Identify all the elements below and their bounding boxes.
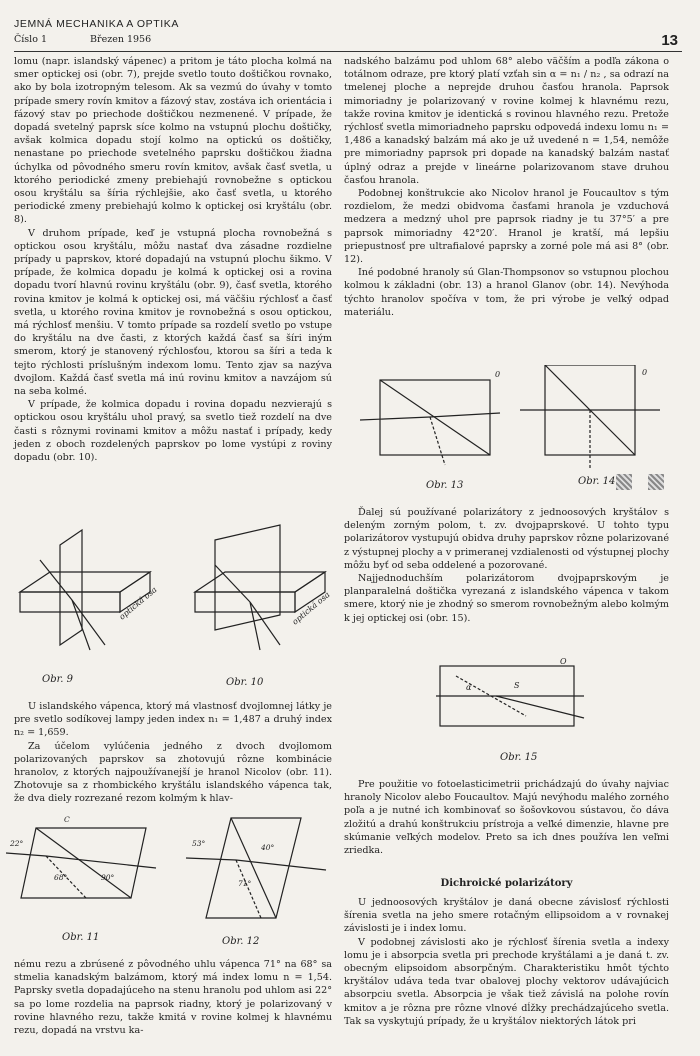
figure-15-drawing <box>436 656 586 732</box>
section-heading: Dichroické polarizátory <box>440 878 573 889</box>
fig12-ray-in <box>186 858 236 860</box>
paragraph: Ďalej sú používané polarizátory z jednoosových kryštálov s deleným zorným polom, t. zv. dvojpaprskové. U tohto typu polarizátorov vystupujú obidva druhy paprskov rôzne polarizované z výstupnej plochy a v primeranej vzdialenosti od výstupnej plochy môžu byť od seba oddelené a pozorované. <box>344 507 669 571</box>
paragraph: lomu (napr. islandský vápenec) a pritom je táto plocha kolmá na smer optickej osi (obr. 7), prejde svetlo touto doštičkou rovnako, ako by bola izotropným telesom. Ak sa vezmú do úvahy v tomto prípade smery rovín kmitov a fázový stav, zostáva ich orientácia i fázový stav po priechode doštičkou nezmenené. V prípade, že dopadá svetelný paprsk síce kolmo na vstupnú plochu doštičky, avšak kolmica dopadu stojí kolmo na optickú os doštičky, nenastane po priechode svetelného paprsku doštičkou žiadna úchylka od pôvodného smeru rovín kmitov, avšak časť svetla, u ktorého periodické zmeny prebiehajú rovnobežne s optickou osou kryštálu sa šíria rýchlejšie, ako časť svetla, u ktorého periodické zmeny prebiehajú kolmo k optickej osi kryštálu (obr. 8). <box>14 56 332 226</box>
fig9-caption: Obr. 9 <box>42 674 74 685</box>
fig11-angle-3: 90° <box>101 873 115 882</box>
paragraph: Podobnej konštrukcie ako Nicolov hranol je Foucaultov s tým rozdielom, že medzi obidvoma časťami hranola je vzduchová medzera a medzný uhol pre paprsok riadny je tu 37°5′ a pre paprsok mimoriadny 42°20′. Hranol je kratší, má lepšiu priepustnosť pre ultrafialové paprsky a zorné pole má asi 8° (obr. 12). <box>344 188 669 266</box>
header-rule <box>14 51 682 52</box>
right-column-bottom-1 <box>344 778 669 857</box>
right-column-bottom-2 <box>344 896 669 1028</box>
fig13-ray-in <box>360 417 430 420</box>
figure-11-12 <box>6 808 332 928</box>
figure-13-14 <box>360 365 670 475</box>
fig9-ray-out1 <box>72 600 90 650</box>
fig11-label-c: C <box>64 815 70 824</box>
fig11-angle-1: 22° <box>10 839 24 848</box>
paragraph: V druhom prípade, keď je vstupná plocha rovnobežná s optickou osou kryštálu, môžu nastať dva zásadne rozdielne prípady u paprskov, ktoré dopadajú na vstupnú plochu šikmo. V prípade, že kolmica dopadu je kolmá k optickej osi a rovina dopadu tvorí hlavnú rovinu kryštálu (obr. 9), časť svetla, ktorého rovina kmitov je kolmá k optickej osi, má väčšiu rýchlosť a časť svetla, u ktorého rovina kmitov je rovnobežná s osou optickou, má rýchlosť menšiu. V tomto prípade sa rozdelí svetlo po vstupe do kryštálu na dve časti, z ktorých každá časť sa šíri iným smerom, ktorý je stanovený rýchlosťou, ktorou sa šíri a teda k tejto rýchlosti príslušným indexom lomu. Tento zjav sa nazýva dvojlom. Každá časť svetla má inú rovinu kmitov a navzájom sú na seba kolmé. <box>14 227 332 398</box>
fig12-angle-2: 71° <box>238 879 252 888</box>
paragraph: Najjednoduchším polarizátorom dvojpaprskovým je planparalelná doštička vyrezaná z islandského vápenca v takom smere, ktorý nie je zhodný so smerom rovnobežným alebo kolmým k jej optickej osi (obr. 15). <box>344 573 669 624</box>
fig15-label-s: S <box>514 681 520 690</box>
left-column-top <box>14 55 332 464</box>
fig9-axis-label: optická osa <box>117 585 159 622</box>
fig10-plane <box>215 525 280 630</box>
fig14-label-o: 0 <box>642 368 648 377</box>
fig12-ray-e <box>236 860 326 870</box>
figure-15 <box>436 656 586 732</box>
figure-9-10-drawing <box>10 520 330 660</box>
fig13-caption: Obr. 13 <box>426 480 464 491</box>
paragraph: U jednoosových kryštálov je daná obecne závislosť rýchlosti šírenia svetla na jeho smere rotačným ellipsoidom a v rovnakej závislosti je i index lomu. <box>344 897 669 935</box>
fig10-caption: Obr. 10 <box>226 677 264 688</box>
fig12-caption: Obr. 12 <box>222 936 260 947</box>
fig14-caption: Obr. 14 <box>578 476 616 487</box>
fig12-angle-3: 40° <box>261 843 275 852</box>
fig15-label-o: O <box>560 657 567 666</box>
fig12-ray-o <box>236 860 261 918</box>
page-number: 13 <box>661 32 678 49</box>
paragraph: nadského balzámu pod uhlom 68° alebo väčším a podľa zákona o totálnom odraze, pre ktorý platí vzťah sin α = n₁ / n₂ , sa odrazí na tmelenej ploche a neprejde druhou časťou hranola. Paprsok mimoriadny je polarizovaný v rovine kolmej k hlavnému rezu, takže rovina kmitov je identická s rovinou hlavného rezu. Pretože rýchlosť svetla mimoriadneho paprsku odpovedá indexu lomu n₁ = 1,486 a kanadský balzám má ako je už uvedené n = 1,54, nemôže pre mimoriadny paprsok pri dopade na kanadský balzám nastať úplný odraz a prejde v lineárne polarizovanom stave druhou časťou hranola. <box>344 56 669 186</box>
fig10-ray-in <box>215 565 250 602</box>
left-column-bottom <box>14 958 332 1037</box>
paragraph: Iné podobné hranoly sú Glan-Thompsonov so vstupnou plochou kolmou k základni (obr. 13) a hranol Glanov (obr. 14). Nevýhoda týchto hranolov spočíva v tom, že pri výrobe je veľký odpad materiálu. <box>344 267 669 318</box>
fig10-axis-label: optická osa <box>290 590 330 627</box>
figure-13-14-drawing <box>360 365 670 475</box>
issue-number: Číslo 1 <box>14 34 48 45</box>
paragraph: U islandského vápenca, ktorý má vlastnosť dvojlomnej látky je pre svetlo sodíkovej lampy jeden index n₁ = 1,487 a druhý index n₂ = 1,659. <box>14 701 332 739</box>
fig11-diagonal <box>36 828 131 898</box>
fig9-box-front <box>20 592 120 612</box>
journal-title: JEMNÁ MECHANIKA A OPTIKA <box>14 18 179 30</box>
fig9-box-top <box>20 572 150 592</box>
figure-11-12-drawing <box>6 808 332 928</box>
fig9-ray-out2 <box>72 600 105 645</box>
fig11-angle-2: 68° <box>54 873 68 882</box>
fig13-label-o: 0 <box>495 370 501 379</box>
left-column-mid <box>14 700 332 806</box>
fig11-caption: Obr. 11 <box>62 932 100 943</box>
issue-info <box>14 34 191 45</box>
fig15-caption: Obr. 15 <box>500 752 538 763</box>
print-mark-icon <box>616 474 632 490</box>
paragraph: nému rezu a zbrúsené z pôvodného uhlu vápenca 71° na 68° sa stmelia kanadským balzámom, ktorý má index lomu n = 1,54. Paprsky svetla dopadajúceho na stenu hranolu pod uhlom asi 22° sa po lome rozdelia na paprsok riadny, ktorý je polarizovaný v rovine hlavného rezu, takže kmitá v rovine kolmej k hlavnému rezu, dopadá na vrstvu ka- <box>14 959 333 1037</box>
paragraph: V podobnej závislosti ako je rýchlosť šírenia svetla a indexy lomu je i absorpcia svetla pri prechode kryštálami a je daná t. zv. obecným elipsoidom absorpčným. Charakteristiku hmôt týchto kryštálov udáva teda tvar obalovej plochy vektorov udávajúcich absorpciu svetla. Absorpcia je však tiež závislá na polohe rovín kmitov a je rôzna pre rôzne vlnové dĺžky prechádzajúceho svetla. Tak sa vyskytujú prípady, že u kryštálov niektorých látok pri <box>344 936 669 1027</box>
right-column-mid <box>344 506 669 625</box>
issue-date: Březen 1956 <box>90 34 152 45</box>
paragraph: V prípade, že kolmica dopadu i rovina dopadu nezvierajú s optickou osou kryštálu uhol pravý, sa svetlo tiež rozdelí na dve časti s rôznymi rovinami kmitov a môžu nastať i prípady, kedy jeden z oboch rozdelených paprskov po lome vystúpi z roviny dopadu (obr. 10). <box>14 399 332 464</box>
fig12-diagonal <box>231 818 276 918</box>
fig9-plane <box>60 530 82 645</box>
print-mark-icon <box>648 474 664 490</box>
fig12-angle-1: 53° <box>192 839 206 848</box>
paragraph: Za účelom vylúčenia jedného z dvoch dvojlomom polarizovaných paprskov sa zhotovujú rôzne kombinácie hranolov, z ktorých najpoužívanejší je hranol Nicolov (obr. 11). Zhotovuje sa z rhombického kryštálu islandského vápenca tak, že dva diely rozrezané rezom kolmým k hlav- <box>14 740 332 805</box>
fig9-ray-in <box>40 560 72 600</box>
fig15-label-alpha: α <box>466 683 472 692</box>
right-column-top <box>344 55 669 319</box>
figure-9-10 <box>10 520 330 660</box>
paragraph: Pre použitie vo fotoelasticimetrii prichádzajú do úvahy najviac hranoly Nicolov alebo Foucaultov. Majú nevýhodu malého zorného poľa a je nutné ich kombinovať so šošovkovou sústavou, čo dáva zložitú a drahú konštrukciu prístroja a veľké dimenzie, hlavne pre skúmanie veľkých modelov. Preto sa ich dnes používa len veľmi zriedka. <box>344 779 669 857</box>
fig13-diagonal <box>380 380 490 455</box>
fig11-ray-in <box>6 853 46 856</box>
fig13-ray-o <box>430 417 445 465</box>
